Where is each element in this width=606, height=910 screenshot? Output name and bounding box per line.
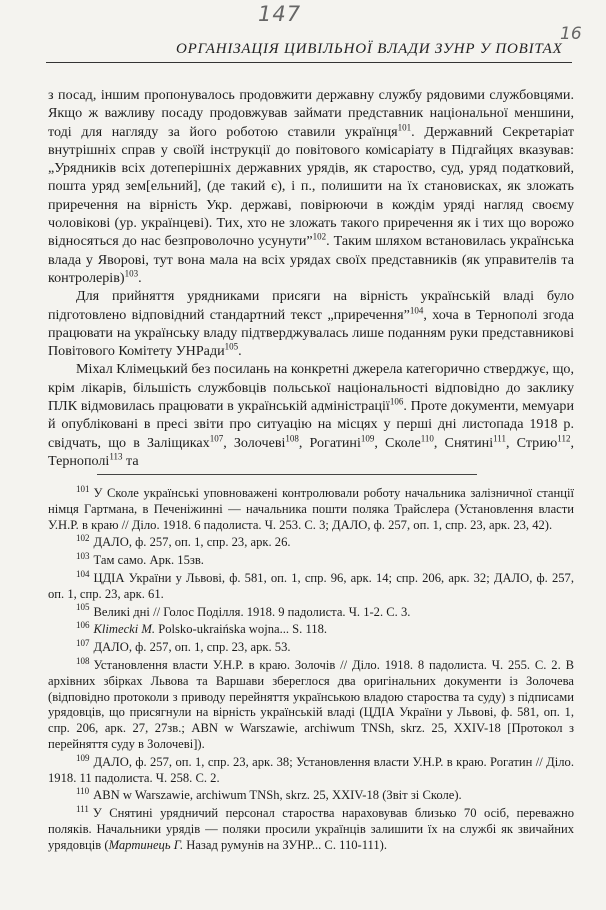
footnote-text-tail: Назад румунів на ЗУНР... С. 110-111). (183, 837, 388, 852)
header-rule (46, 62, 572, 63)
text-run: , Снятині (433, 434, 494, 451)
text-run: з посад, іншим пропонувалось продовжити державну службу рядовими службовцями. Якщо ж важливу посаду продовжував займати представник національної меншини, тоді для нагляду за його роботою ставили українця (48, 87, 574, 140)
running-title: ОРГАНІЗАЦІЯ ЦИВІЛЬНОЇ ВЛАДИ ЗУНР У ПОВІТАХ (176, 41, 563, 57)
footnote-ref: 102 (312, 231, 327, 242)
footnote (48, 655, 574, 753)
footnote (48, 637, 574, 656)
paragraph-1 (48, 86, 574, 287)
text-run: . Державний Секретаріат внутрішніх справ у своїй інструкції до повітового комісаріату в Підгайцях вказував: „Урядників всіх дотеперішніх державних урядів, як староство, суд, уряд податковий, пошта уряд зем[ельний], (де такий є), і п., полишити на їх становисках, як зложать приречення на вірність Укр. державі, повірюючи в кождім уряді нагляд своєму чоловікові (ур. українцеві). Тих, хто не зложать такого приречення як і тих що ворожо відносяться до нас безпроволочно усунути” (48, 123, 574, 250)
footnote (48, 752, 574, 787)
text-run: , Сколе (374, 434, 421, 451)
footnote-number: 105 (76, 602, 90, 613)
text-run: Міхал Клімецький без посилань на конкретні джерела категорично стверджує, що, крім лікарів, більшість службовців польської національності відповідно до заклику ПЛК відмовилась працювати в українській адміністрації (48, 361, 574, 415)
footnote-number: 102 (76, 533, 90, 544)
footnote (48, 568, 574, 603)
footnote-text: У Сколе українські уповноважені контролювали роботу начальника залізничної станції німця Гартмана, в Печеніжинні — начальника пошти поляка Трайслера (Установлення власти У.Н.Р. в краю // Діло. 1918. 6 падолиста. Ч. 253. С. 3; ДАЛО, ф. 257, оп. 1, спр. 23, арк. 23, 42). (48, 486, 574, 532)
paragraph-3 (48, 360, 574, 470)
text-run: , Стрию (505, 434, 558, 451)
text-run: , Золочеві (223, 434, 286, 451)
text-run: . (138, 269, 142, 286)
paragraph-2 (48, 287, 574, 360)
footnote-text: Polsko-ukraińska wojna... S. 118. (155, 622, 328, 637)
footnote-author: Мартинець Г. (108, 837, 184, 852)
footnote-text: Установлення власти У.Н.Р. в краю. Золочів // Діло. 1918. 8 падолиста. Ч. 255. С. 2. В архівних збірках Львова та Варшави збереглося два оригінальних документи із Золочева (відповідно протоколи з приводу перейняття українською владою староства та суду) з підписами урядовців, що присягнули на вірність українській владі (ЦДІА України у Львові, ф. 581, оп. 1, спр. 206, арк. 27, 27зв.; ABN w Warszawie, archiwum TNSh, skrz. 25, XXIV-18 [Протокол з перейняття суду в Золочеві]). (48, 657, 574, 751)
footnote-number: 106 (76, 620, 90, 631)
footnote-ref: 108 (285, 432, 299, 443)
footnote-text: ЦДІА України у Львові, ф. 581, оп. 1, спр. 96, арк. 14; спр. 206, арк. 32; ДАЛО, ф. 257, оп. 1, спр. 23, арк. 61. (48, 570, 574, 601)
handwritten-page-number: 147 (258, 2, 302, 26)
footnote-text: ДАЛО, ф. 257, оп. 1, спр. 23, арк. 26. (93, 535, 291, 550)
footnote (48, 602, 574, 621)
footnote-ref: 113 (109, 451, 123, 462)
footnote-ref: 111 (493, 432, 506, 443)
footnote-number: 107 (76, 637, 90, 648)
footnote-number: 103 (76, 551, 90, 561)
footnote-ref: 106 (389, 396, 404, 407)
footnote-number: 109 (76, 752, 90, 763)
footnote-text: ДАЛО, ф. 257, оп. 1, спр. 23, арк. 38; Установлення власти У.Н.Р. в краю. Рогатин // Діло. 1918. 11 падолиста. Ч. 258. С. 2. (48, 754, 574, 785)
footnote-number: 111 (76, 803, 89, 814)
text-run: . Таким шляхом встановилась українська влада у Яворові, тут вона мала на всіх урядах своїх представників (як управителів та контролерів) (48, 233, 574, 286)
text-run: , Тернополі (48, 434, 574, 469)
footnote-text: Там само. Арк. 15зв. (93, 553, 204, 568)
text-run: , хоча в Тернополі згода працювати на українську владу підтверджувалась лише поданням руки представникові Повітового Комітету УНРади (48, 306, 574, 360)
main-text (48, 86, 574, 470)
footnote-number: 101 (76, 483, 90, 494)
footnote-ref: 105 (224, 341, 239, 352)
text-run: . Проте документи, мемуари й опубліковані в пресі звіти про ситуацію на місцях у перші дні листопада 1918 р. свідчать, що в Заліщиках (48, 398, 575, 451)
footnote-text: У Снятині урядничий персонал староства нараховував близько 70 осіб, переважно поляків. Начальники урядів — поляки просили українців залишити їх на службі як звичайних урядовців ( (48, 806, 574, 852)
footnote-ref: 107 (209, 432, 224, 443)
footnote-ref: 112 (557, 432, 571, 443)
footnote-author: Klimecki M. (93, 622, 156, 637)
footnote (48, 622, 574, 638)
footnote-ref: 101 (397, 121, 412, 132)
footnote (48, 803, 574, 853)
footnote (48, 788, 574, 804)
footnote (48, 553, 574, 569)
footnote-text: ДАЛО, ф. 257, оп. 1, спр. 23, арк. 53. (93, 640, 291, 655)
text-run: Для прийняття урядниками присяги на вірність українській владі було підготовлено відповідний стандартний текст „приречення” (48, 288, 574, 323)
footnote-text: ABN w Warszawie, archiwum TNSh, skrz. 25, XXIV-18 (Звіт зі Сколе). (93, 788, 462, 803)
footnote-ref: 103 (124, 268, 139, 279)
footnote-number: 110 (76, 786, 90, 797)
footnote-ref: 109 (360, 432, 375, 443)
footnote-ref: 110 (420, 432, 434, 443)
text-run: . (238, 343, 242, 360)
footnote (48, 535, 574, 551)
text-run: , Рогатині (298, 434, 361, 451)
footnote-ref: 104 (409, 304, 424, 315)
footnote-text: Великі дні // Голос Поділля. 1918. 9 падолиста. Ч. 1-2. С. 3. (93, 604, 411, 619)
footnote-number: 104 (76, 568, 90, 579)
footnote-rule (97, 474, 477, 475)
text-run: та (122, 452, 139, 469)
footnote-number: 108 (76, 655, 90, 666)
footnote (48, 483, 574, 533)
footnotes (48, 483, 574, 856)
handwritten-corner-number: 16 (560, 24, 582, 44)
